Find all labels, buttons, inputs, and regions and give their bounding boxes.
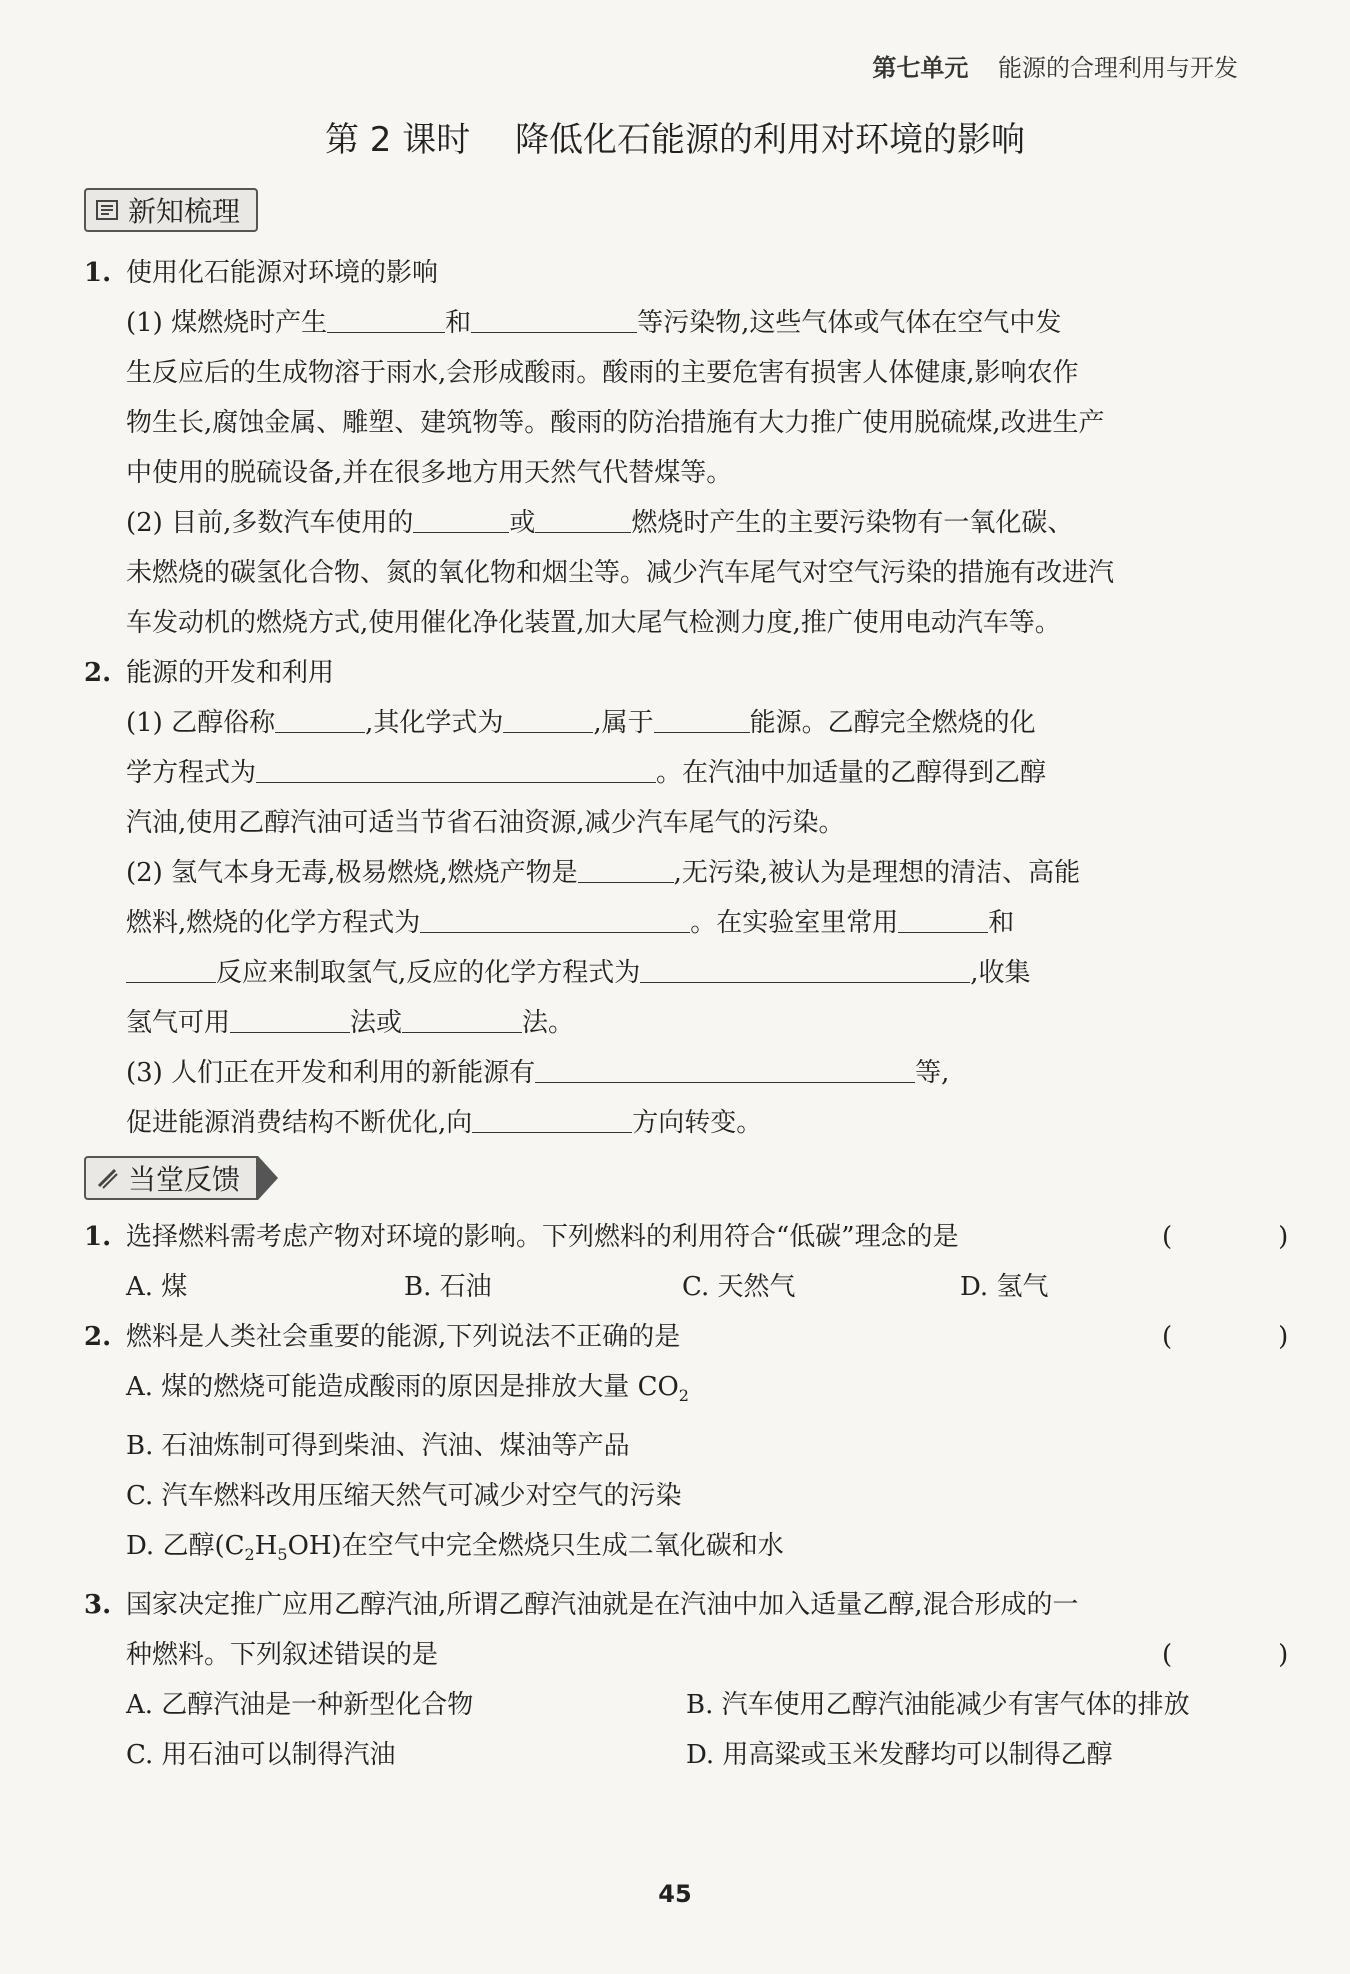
question-3-line-2 (84, 1630, 1329, 1680)
question-1-options (84, 1262, 1252, 1312)
question-3-options-row-1 (84, 1680, 1252, 1730)
item-2-heading (84, 648, 1252, 698)
text-run: 燃烧时产生的主要污染物有一氧化碳、 (631, 508, 1074, 538)
option-d[interactable]: D. 用高粱或玉米发酵均可以制得乙醇 (686, 1740, 1113, 1771)
question-2 (84, 1312, 1329, 1362)
text-run: 等污染物,这些气体或气体在空气中发 (637, 308, 1062, 338)
question-text: 燃料是人类社会重要的能源,下列说法不正确的是 (126, 1322, 681, 1352)
unit-label: 第七单元 (872, 54, 969, 82)
option-c[interactable]: C. 天然气 (682, 1272, 796, 1302)
item-1-paragraph-1 (84, 298, 1252, 498)
item-1-heading (84, 248, 1252, 298)
item-heading-text: 使用化石能源对环境的影响 (126, 258, 439, 288)
text-run: 法或 (350, 1008, 403, 1038)
item-2-paragraph-2 (84, 848, 1252, 1048)
lesson-name: 降低化石能源的利用对环境的影响 (515, 120, 1026, 160)
option-text: A. 煤的燃烧可能造成酸雨的原因是排放大量 CO (126, 1372, 679, 1402)
text-run: (2) 目前,多数汽车使用的 (126, 508, 414, 538)
text-run: (2) 氢气本身无毒,极易燃烧,燃烧产物是 (126, 858, 578, 888)
option-c[interactable] (84, 1471, 1252, 1521)
text-run: 能源。乙醇完全燃烧的化 (749, 708, 1036, 738)
section-tag-classroom-feedback (84, 1156, 258, 1200)
running-header (872, 48, 1238, 83)
fill-blank[interactable] (898, 902, 988, 933)
option-b[interactable]: B. 石油 (404, 1272, 492, 1302)
question-text: 国家决定推广应用乙醇汽油,所谓乙醇汽油就是在汽油中加入适量乙醇,混合形成的一 (126, 1590, 1079, 1621)
text-run: 和 (445, 308, 472, 338)
text-run: 法。 (522, 1008, 575, 1038)
option-d[interactable]: D. 氢气 (960, 1272, 1049, 1302)
question-number: 1. (84, 1222, 112, 1252)
option-d[interactable] (84, 1521, 1252, 1580)
question-text: 种燃料。下列叙述错误的是 (126, 1640, 439, 1671)
text-run: 等, (915, 1058, 950, 1088)
answer-parentheses[interactable]: ( ) (1162, 1222, 1329, 1252)
fill-blank[interactable] (413, 502, 509, 533)
fill-blank[interactable] (230, 1002, 350, 1033)
fill-blank[interactable] (126, 952, 216, 983)
page-number: 45 (658, 1880, 692, 1908)
text-run: 生反应后的生成物溶于雨水,会形成酸雨。酸雨的主要危害有损害人体健康,影响农作 (126, 358, 1079, 388)
unit-topic: 能源的合理利用与开发 (998, 54, 1238, 82)
fill-blank[interactable] (535, 1052, 915, 1083)
option-a[interactable] (84, 1362, 1252, 1421)
subscript: 2 (244, 1545, 255, 1565)
item-1-paragraph-2 (84, 498, 1252, 648)
fill-blank[interactable] (535, 502, 631, 533)
knowledge-section (84, 248, 1252, 1148)
text-run: (1) 煤燃烧时产生 (126, 308, 328, 338)
option-b[interactable] (84, 1421, 1252, 1471)
option-text: C. 汽车燃料改用压缩天然气可减少对空气的污染 (126, 1481, 682, 1512)
item-number: 2. (84, 658, 112, 688)
text-run: 物生长,腐蚀金属、雕塑、建筑物等。酸雨的防治措施有大力推广使用脱硫煤,改进生产 (126, 408, 1105, 438)
question-1 (84, 1212, 1329, 1262)
subscript: 5 (277, 1545, 288, 1565)
question-number: 2. (84, 1322, 112, 1352)
text-run: (3) 人们正在开发和利用的新能源有 (126, 1058, 536, 1088)
lesson-number: 第 2 课时 (324, 120, 471, 160)
fill-blank[interactable] (256, 752, 656, 783)
text-run: 反应来制取氢气,反应的化学方程式为 (216, 958, 641, 988)
fill-blank[interactable] (420, 902, 690, 933)
section-label: 新知梳理 (128, 195, 241, 228)
text-run: 车发动机的燃烧方式,使用催化净化装置,加大尾气检测力度,推广使用电动汽车等。 (126, 608, 1061, 638)
fill-blank[interactable] (640, 952, 970, 983)
text-run: 汽油,使用乙醇汽油可适当节省石油资源,减少汽车尾气的污染。 (126, 808, 845, 838)
text-run: ,其化学式为 (365, 708, 504, 738)
fill-blank[interactable] (471, 302, 637, 333)
text-run: 氢气可用 (126, 1008, 231, 1038)
option-text: H (254, 1531, 278, 1562)
text-run: 。在汽油中加适量的乙醇得到乙醇 (656, 758, 1047, 788)
book-icon (94, 197, 120, 223)
fill-blank[interactable] (654, 702, 750, 733)
item-heading-text: 能源的开发和利用 (126, 658, 335, 688)
feedback-section (84, 1212, 1329, 1780)
page-title (0, 112, 1350, 161)
option-a[interactable]: A. 煤 (126, 1272, 188, 1302)
fill-blank[interactable] (503, 702, 593, 733)
option-text: B. 石油炼制可得到柴油、汽油、煤油等产品 (126, 1431, 630, 1462)
text-run: (1) 乙醇俗称 (126, 708, 276, 738)
question-3-options-row-2 (84, 1730, 1252, 1780)
answer-parentheses[interactable]: ( ) (1162, 1322, 1329, 1352)
text-run: 促进能源消费结构不断优化,向 (126, 1108, 473, 1138)
question-text: 选择燃料需考虑产物对环境的影响。下列燃料的利用符合“低碳”理念的是 (126, 1222, 959, 1252)
text-run: 中使用的脱硫设备,并在很多地方用天然气代替煤等。 (126, 458, 733, 488)
subscript: 2 (678, 1386, 689, 1406)
option-c[interactable]: C. 用石油可以制得汽油 (126, 1740, 396, 1771)
question-number: 3. (84, 1590, 112, 1621)
text-run: 未燃烧的碳氢化合物、氮的氧化物和烟尘等。减少汽车尾气对空气污染的措施有改进汽 (126, 558, 1115, 588)
section-tag-new-knowledge (84, 188, 258, 232)
text-run: 燃料,燃烧的化学方程式为 (126, 908, 421, 938)
text-run: ,无污染,被认为是理想的清洁、高能 (673, 858, 1081, 888)
option-text: OH)在空气中完全燃烧只生成二氧化碳和水 (287, 1531, 784, 1562)
fill-blank[interactable] (275, 702, 365, 733)
section-label: 当堂反馈 (128, 1163, 241, 1196)
option-a[interactable]: A. 乙醇汽油是一种新型化合物 (126, 1690, 474, 1721)
answer-parentheses[interactable]: ( ) (1162, 1640, 1329, 1671)
pencil-icon (94, 1165, 120, 1191)
fill-blank[interactable] (472, 1102, 632, 1133)
fill-blank[interactable] (578, 852, 674, 883)
indent-spacer (84, 1630, 126, 1680)
fill-blank[interactable] (327, 302, 445, 333)
option-text: D. 乙醇(C (126, 1531, 245, 1562)
text-run: 。在实验室里常用 (690, 908, 899, 938)
text-run: ,收集 (970, 958, 1031, 988)
text-run: 和 (988, 908, 1015, 938)
item-number: 1. (84, 258, 112, 288)
fill-blank[interactable] (402, 1002, 522, 1033)
question-3 (84, 1580, 1252, 1630)
text-run: 学方程式为 (126, 758, 257, 788)
option-b[interactable]: B. 汽车使用乙醇汽油能减少有害气体的排放 (686, 1690, 1190, 1721)
item-2-paragraph-3 (84, 1048, 1252, 1148)
text-run: ,属于 (593, 708, 654, 738)
text-run: 或 (509, 508, 536, 538)
item-2-paragraph-1 (84, 698, 1252, 848)
text-run: 方向转变。 (632, 1108, 763, 1138)
